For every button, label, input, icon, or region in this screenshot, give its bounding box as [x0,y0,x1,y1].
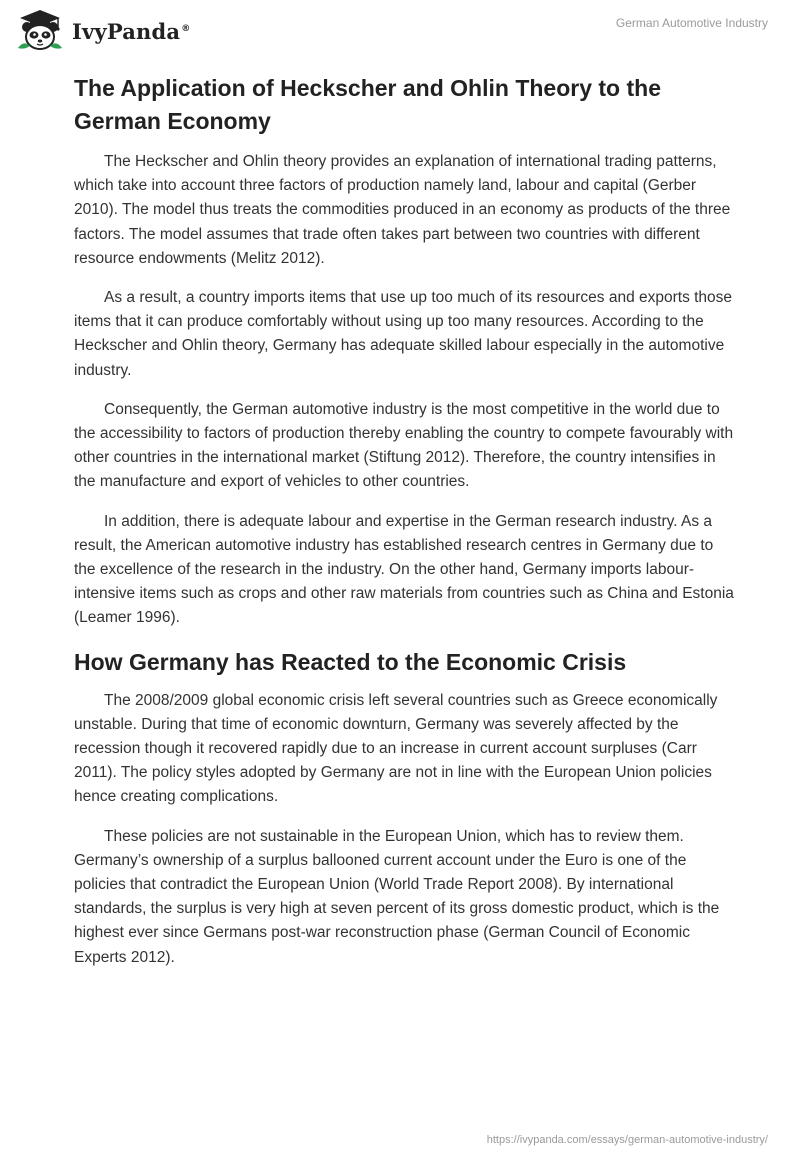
brand-logo[interactable] [14,8,190,54]
paragraph: These policies are not sustainable in the European Union, which has to review them. Germany’s ownership of a surplus ballooned current account under the Euro is one of the policies that contradict the European Union (World Trade Report 2008). By international standards, the surplus is very high at seven percent of its gross domestic product, which is the highest ever since Germans post-war reconstruction phase (German Council of Economic Experts 2012). [74,827,720,966]
page-header [0,0,800,64]
panda-graduate-logo-icon [14,8,66,54]
paragraph: Consequently, the German automotive industry is the most competitive in the world due to the accessibility to factors of production thereby enabling the country to compete favourably with other countries in the international market (Stiftung 2012). Therefore, the country intensifies in the manufacture and export of vehicles to other countries. [74,400,734,491]
footer-url-link[interactable]: https://ivypanda.com/essays/german-automotive-industry/ [486,1134,768,1146]
section-heading-heckscher-ohlin: The Application of Heckscher and Ohlin Theory to the German Economy [74,75,661,134]
section-heading-economic-crisis: How Germany has Reacted to the Economic Crisis [74,648,627,675]
paragraph: The Heckscher and Ohlin theory provides an explanation of international trading patterns, which take into account three factors of production namely land, labour and capital (Gerber 2010). The model thus treats the commodities produced in an economy as products of the three factors. The model assumes that trade often takes part between two countries with different resource endowments (Melitz 2012). [74,153,731,267]
paragraph: The 2008/2009 global economic crisis left several countries such as Greece economically unstable. During that time of economic downturn, Germany was severely affected by the recession though it recovered rapidly due to an increase in current account surpluses (Carr 2011). The policy styles adopted by Germany are not in line with the European Union policies hence creating complications. [74,691,718,806]
essay-content [74,72,734,985]
registered-mark: ® [181,23,191,34]
document-title: German Automotive Industry [615,16,768,30]
brand-name: IvyPanda® [72,18,191,44]
paragraph: As a result, a country imports items that use up too much of its resources and exports those items that it can produce comfortably without using up too many resources. According to the Heckscher and Ohlin theory, Germany has adequate skilled labour especially in the automotive industry. [74,289,733,379]
paragraph: In addition, there is adequate labour and expertise in the German research industry. As a result, the American automotive industry has established research centres in Germany due to the excellence of the research in the industry. On the other hand, Germany imports labour-intensive items such as crops and other raw materials from countries such as China and Estonia (Leamer 1996). [74,512,734,627]
